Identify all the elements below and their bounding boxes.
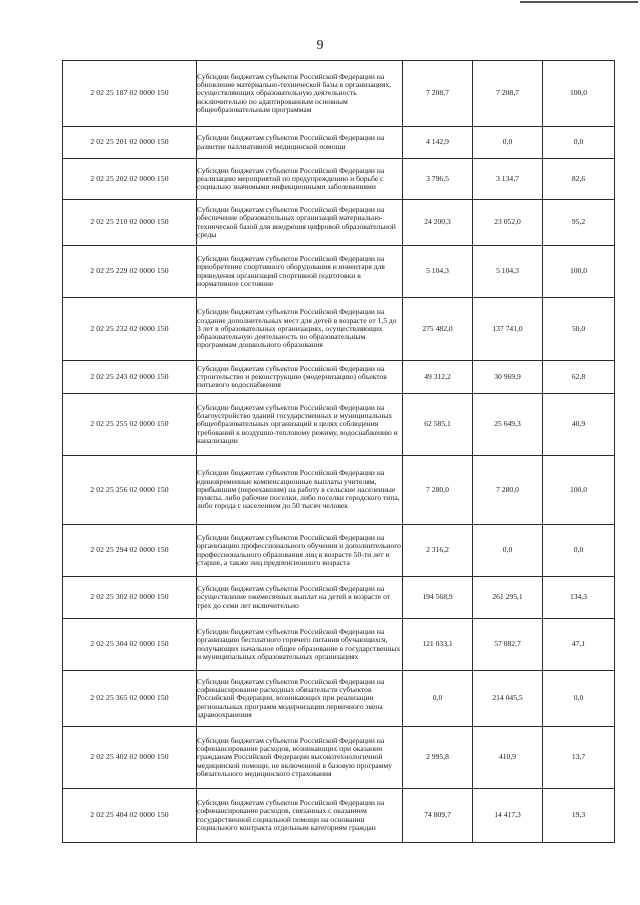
table-row [63, 619, 615, 671]
plan-amount: 74 809,7 [403, 789, 473, 843]
actual-amount: 0,0 [473, 127, 543, 159]
plan-amount: 3 796,5 [403, 159, 473, 200]
table-row [63, 577, 615, 619]
actual-amount: 25 649,3 [473, 394, 543, 456]
table-row [63, 61, 615, 127]
table-row [63, 246, 615, 298]
table-row [63, 127, 615, 159]
row-description: Субсидии бюджетам субъектов Российской Федерации на софинансирование расходных обязательств субъектов Российской Федерации, возникающих при реализации региональных программ модернизации первичного звена здравоохранения [197, 671, 403, 727]
plan-amount: 0,0 [403, 671, 473, 727]
execution-percent: 40,9 [543, 394, 615, 456]
table-row [63, 671, 615, 727]
budget-code: 2 02 25 187 02 0000 150 [63, 61, 197, 127]
plan-amount: 24 200,3 [403, 200, 473, 246]
plan-amount: 62 585,1 [403, 394, 473, 456]
budget-code: 2 02 25 232 02 0000 150 [63, 298, 197, 361]
budget-code: 2 02 25 402 02 0000 150 [63, 727, 197, 789]
plan-amount: 49 312,2 [403, 361, 473, 394]
execution-percent: 95,2 [543, 200, 615, 246]
table-row [63, 727, 615, 789]
budget-code: 2 02 25 243 02 0000 150 [63, 361, 197, 394]
execution-percent: 134,3 [543, 577, 615, 619]
plan-amount: 2 995,8 [403, 727, 473, 789]
plan-amount: 5 104,3 [403, 246, 473, 298]
actual-amount: 214 045,5 [473, 671, 543, 727]
table-row [63, 159, 615, 200]
table-row [63, 298, 615, 361]
budget-code: 2 02 25 304 02 0000 150 [63, 619, 197, 671]
budget-code: 2 02 25 210 02 0000 150 [63, 200, 197, 246]
row-description: Субсидии бюджетам субъектов Российской Федерации на обеспечение образовательных организаций материально-технической базой для внедрения цифровой образовательной среды [197, 200, 403, 246]
scan-edge-line [520, 1, 638, 3]
actual-amount: 7 208,7 [473, 61, 543, 127]
execution-percent: 100,0 [543, 246, 615, 298]
row-description: Субсидии бюджетам субъектов Российской Федерации на софинансирование расходов, возникающих при оказании гражданам Российской Федерации высокотехнологичной медицинской помощи, не включенной в базовую программу обязательного медицинского страхования [197, 727, 403, 789]
execution-percent: 0,0 [543, 525, 615, 577]
actual-amount: 261 295,1 [473, 577, 543, 619]
actual-amount: 7 280,0 [473, 456, 543, 525]
actual-amount: 0,0 [473, 525, 543, 577]
row-description: Субсидии бюджетам субъектов Российской Федерации на строительство и реконструкцию (модернизацию) объектов питьевого водоснабжения [197, 361, 403, 394]
page-number: 9 [316, 38, 324, 53]
row-description: Субсидии бюджетам субъектов Российской Федерации на единовременные компенсационные выплаты учителям, прибывшим (переехавшим) на работу в сельские населенные пункты, либо рабочие поселки, либо поселки городского типа, либо города с населением до 50 тысяч человек [197, 456, 403, 525]
actual-amount: 14 417,3 [473, 789, 543, 843]
actual-amount: 410,9 [473, 727, 543, 789]
actual-amount: 137 741,0 [473, 298, 543, 361]
budget-code: 2 02 25 201 02 0000 150 [63, 127, 197, 159]
plan-amount: 4 142,9 [403, 127, 473, 159]
execution-percent: 19,3 [543, 789, 615, 843]
plan-amount: 7 208,7 [403, 61, 473, 127]
execution-percent: 62,8 [543, 361, 615, 394]
actual-amount: 30 969,9 [473, 361, 543, 394]
row-description: Субсидии бюджетам субъектов Российской Федерации на софинансирование расходов, связанных с оказанием государственной социальной помощи на основании социального контракта отдельным категориям граждан [197, 789, 403, 843]
table-row [63, 456, 615, 525]
row-description: Субсидии бюджетам субъектов Российской Федерации на обновление материально-технической базы в организациях, осуществляющих образовательную деятельность исключительно по адаптированным основным общеобразовательным программам [197, 61, 403, 127]
budget-code: 2 02 25 256 02 0000 150 [63, 456, 197, 525]
execution-percent: 13,7 [543, 727, 615, 789]
plan-amount: 7 280,0 [403, 456, 473, 525]
execution-percent: 47,1 [543, 619, 615, 671]
actual-amount: 5 104,3 [473, 246, 543, 298]
table-row [63, 525, 615, 577]
row-description: Субсидии бюджетам субъектов Российской Федерации на осуществление ежемесячных выплат на детей в возрасте от трех до семи лет включительно [197, 577, 403, 619]
actual-amount: 23 052,0 [473, 200, 543, 246]
row-description: Субсидии бюджетам субъектов Российской Федерации на развитие паллиативной медицинской помощи [197, 127, 403, 159]
plan-amount: 2 316,2 [403, 525, 473, 577]
budget-code: 2 02 25 365 02 0000 150 [63, 671, 197, 727]
execution-percent: 50,0 [543, 298, 615, 361]
budget-code: 2 02 25 302 02 0000 150 [63, 577, 197, 619]
row-description: Субсидии бюджетам субъектов Российской Федерации на создание дополнительных мест для детей в возрасте от 1,5 до 3 лет в образовательных организациях, осуществляющих образовательную деятельность по образовательным программам дошкольного образования [197, 298, 403, 361]
plan-amount: 121 033,1 [403, 619, 473, 671]
execution-percent: 0,0 [543, 127, 615, 159]
row-description: Субсидии бюджетам субъектов Российской Федерации на приобретение спортивного оборудования и инвентаря для приведения организаций спортивной подготовки в нормативное состояние [197, 246, 403, 298]
execution-percent: 0,0 [543, 671, 615, 727]
actual-amount: 57 082,7 [473, 619, 543, 671]
execution-percent: 82,6 [543, 159, 615, 200]
plan-amount: 194 568,9 [403, 577, 473, 619]
row-description: Субсидии бюджетам субъектов Российской Федерации на организацию профессионального обучения и дополнительного профессионального образования лиц в возрасте 50-ти лет и старше, а также лиц предпенсионного возраста [197, 525, 403, 577]
table-row [63, 200, 615, 246]
plan-amount: 275 482,0 [403, 298, 473, 361]
table-row [63, 789, 615, 843]
budget-code: 2 02 25 229 02 0000 150 [63, 246, 197, 298]
row-description: Субсидии бюджетам субъектов Российской Федерации на благоустройство зданий государственных и муниципальных общеобразовательных организаций в целях соблюдения требований к воздушно-тепловому режиму, водоснабжению и канализации [197, 394, 403, 456]
row-description: Субсидии бюджетам субъектов Российской Федерации на реализацию мероприятий по предупреждению и борьбе с социально значимыми инфекционными заболеваниями [197, 159, 403, 200]
execution-percent: 100,0 [543, 456, 615, 525]
subsidies-table [62, 60, 615, 843]
budget-code: 2 02 25 255 02 0000 150 [63, 394, 197, 456]
budget-code: 2 02 25 202 02 0000 150 [63, 159, 197, 200]
budget-code: 2 02 25 294 02 0000 150 [63, 525, 197, 577]
table-row [63, 394, 615, 456]
table-row [63, 361, 615, 394]
budget-code: 2 02 25 404 02 0000 150 [63, 789, 197, 843]
row-description: Субсидии бюджетам субъектов Российской Федерации на организацию бесплатного горячего питания обучающихся, получающих начальное общее образование в государственных и муниципальных образовательных организациях [197, 619, 403, 671]
actual-amount: 3 134,7 [473, 159, 543, 200]
execution-percent: 100,0 [543, 61, 615, 127]
